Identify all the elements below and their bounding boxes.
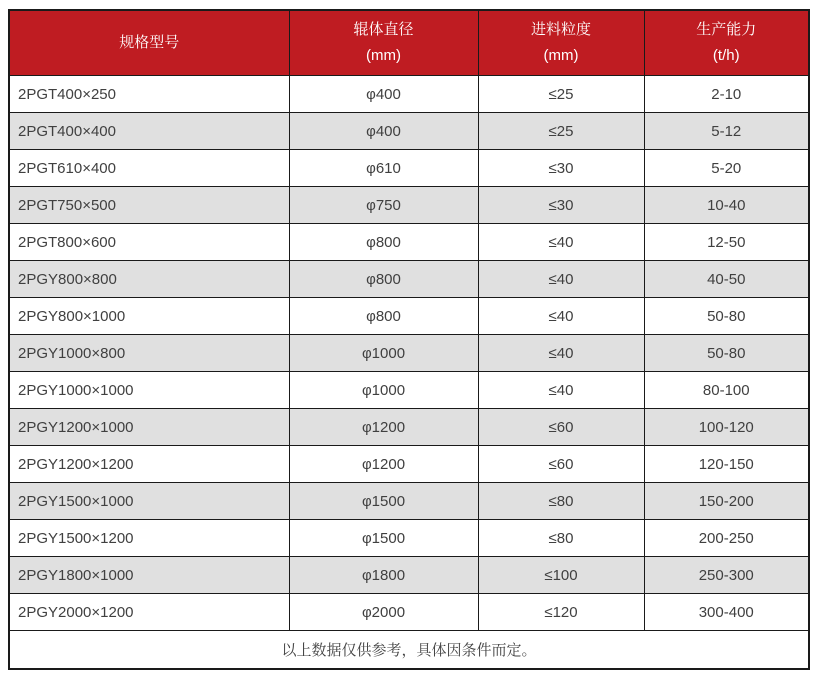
header-model — [9, 10, 289, 76]
feed-size-cell: ≤40 — [478, 372, 644, 409]
capacity-cell: 2-10 — [644, 76, 809, 113]
capacity-cell: 50-80 — [644, 335, 809, 372]
header-row — [9, 10, 809, 76]
model-cell: 2PGT750×500 — [9, 187, 289, 224]
feed-size-cell: ≤100 — [478, 557, 644, 594]
table-row — [9, 594, 809, 631]
model-cell: 2PGY1800×1000 — [9, 557, 289, 594]
table-row — [9, 520, 809, 557]
diameter-cell: φ750 — [289, 187, 478, 224]
capacity-cell: 5-20 — [644, 150, 809, 187]
table-row — [9, 483, 809, 520]
model-cell: 2PGT400×400 — [9, 113, 289, 150]
header-diameter — [289, 10, 478, 76]
header-diameter-title: 辊体直径 — [353, 20, 414, 38]
header-model-title: 规格型号 — [119, 33, 180, 51]
capacity-cell: 250-300 — [644, 557, 809, 594]
diameter-cell: φ1800 — [289, 557, 478, 594]
table-row — [9, 76, 809, 113]
table-row — [9, 372, 809, 409]
model-cell: 2PGY800×800 — [9, 261, 289, 298]
capacity-cell: 40-50 — [644, 261, 809, 298]
table-row — [9, 150, 809, 187]
table-row — [9, 409, 809, 446]
model-cell: 2PGT610×400 — [9, 150, 289, 187]
spec-table — [8, 9, 810, 670]
table-row — [9, 557, 809, 594]
feed-size-cell: ≤60 — [478, 446, 644, 483]
capacity-cell: 150-200 — [644, 483, 809, 520]
table-row — [9, 261, 809, 298]
feed-size-cell: ≤80 — [478, 520, 644, 557]
header-capacity-title: 生产能力 — [696, 20, 757, 38]
header-feed-size — [478, 10, 644, 76]
diameter-cell: φ800 — [289, 298, 478, 335]
model-cell: 2PGY2000×1200 — [9, 594, 289, 631]
diameter-cell: φ610 — [289, 150, 478, 187]
footnote-text: 以上数据仅供参考，具体因条件而定。 — [9, 631, 809, 670]
footnote-row — [9, 631, 809, 670]
capacity-cell: 10-40 — [644, 187, 809, 224]
diameter-cell: φ1200 — [289, 409, 478, 446]
capacity-cell: 80-100 — [644, 372, 809, 409]
diameter-cell: φ400 — [289, 113, 478, 150]
model-cell: 2PGY800×1000 — [9, 298, 289, 335]
table-row — [9, 335, 809, 372]
diameter-cell: φ1500 — [289, 520, 478, 557]
capacity-cell: 200-250 — [644, 520, 809, 557]
model-cell: 2PGY1200×1000 — [9, 409, 289, 446]
header-capacity — [644, 10, 809, 76]
header-capacity-unit: (t/h) — [712, 47, 740, 64]
diameter-cell: φ1500 — [289, 483, 478, 520]
diameter-cell: φ400 — [289, 76, 478, 113]
capacity-cell: 12-50 — [644, 224, 809, 261]
capacity-cell: 100-120 — [644, 409, 809, 446]
feed-size-cell: ≤25 — [478, 76, 644, 113]
feed-size-cell: ≤120 — [478, 594, 644, 631]
feed-size-cell: ≤80 — [478, 483, 644, 520]
table-row — [9, 298, 809, 335]
table-row — [9, 187, 809, 224]
model-cell: 2PGY1000×1000 — [9, 372, 289, 409]
feed-size-cell: ≤40 — [478, 335, 644, 372]
capacity-cell: 50-80 — [644, 298, 809, 335]
diameter-cell: φ1200 — [289, 446, 478, 483]
model-cell: 2PGY1500×1200 — [9, 520, 289, 557]
feed-size-cell: ≤40 — [478, 224, 644, 261]
feed-size-cell: ≤25 — [478, 113, 644, 150]
table-row — [9, 446, 809, 483]
feed-size-cell: ≤30 — [478, 187, 644, 224]
header-feed-size-title: 进料粒度 — [530, 20, 591, 38]
diameter-cell: φ1000 — [289, 335, 478, 372]
feed-size-cell: ≤60 — [478, 409, 644, 446]
model-cell: 2PGT400×250 — [9, 76, 289, 113]
capacity-cell: 120-150 — [644, 446, 809, 483]
diameter-cell: φ800 — [289, 224, 478, 261]
capacity-cell: 5-12 — [644, 113, 809, 150]
capacity-cell: 300-400 — [644, 594, 809, 631]
diameter-cell: φ2000 — [289, 594, 478, 631]
model-cell: 2PGY1200×1200 — [9, 446, 289, 483]
feed-size-cell: ≤30 — [478, 150, 644, 187]
feed-size-cell: ≤40 — [478, 298, 644, 335]
table-row — [9, 113, 809, 150]
model-cell: 2PGT800×600 — [9, 224, 289, 261]
table-row — [9, 224, 809, 261]
header-diameter-unit: (mm) — [366, 47, 401, 64]
header-feed-size-unit: (mm) — [543, 47, 579, 64]
diameter-cell: φ1000 — [289, 372, 478, 409]
feed-size-cell: ≤40 — [478, 261, 644, 298]
diameter-cell: φ800 — [289, 261, 478, 298]
model-cell: 2PGY1000×800 — [9, 335, 289, 372]
model-cell: 2PGY1500×1000 — [9, 483, 289, 520]
